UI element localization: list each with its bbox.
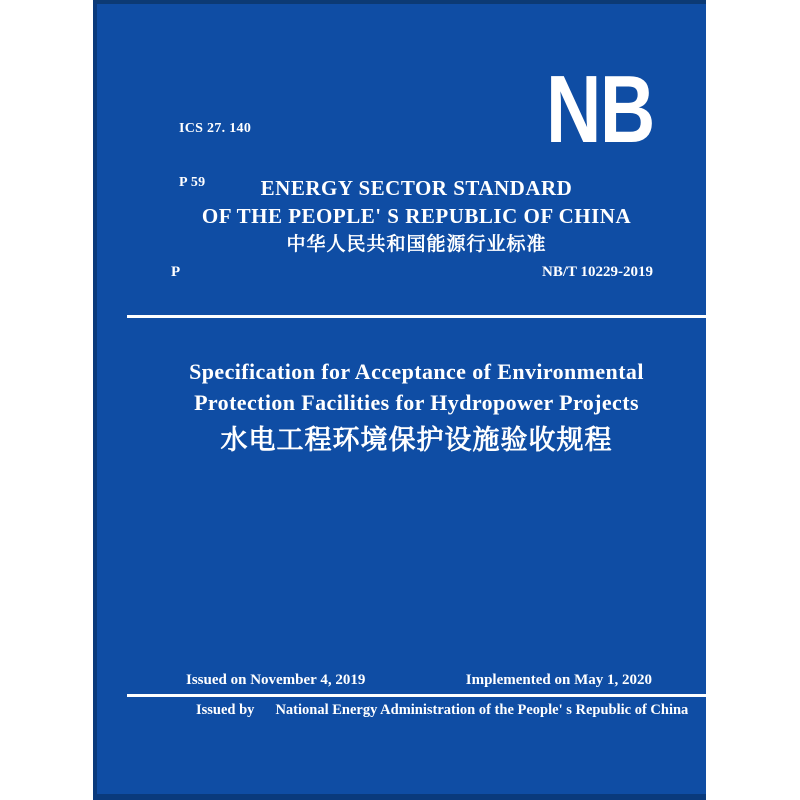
header-line-1: ENERGY SECTOR STANDARD (260, 176, 573, 200)
standard-cover (93, 0, 706, 800)
p-code: P 59 (179, 175, 206, 190)
divider-top (127, 315, 706, 318)
header-line-2: OF THE PEOPLE' S REPUBLIC OF CHINA (201, 204, 632, 228)
header-line-chinese: 中华人民共和国能源行业标准 (286, 234, 547, 255)
nb-logo: NB (546, 56, 654, 163)
ics-code: ICS 27. 140 (179, 121, 252, 136)
dates-row (127, 672, 706, 689)
implemented-date: Implemented on May 1, 2020 (465, 672, 652, 688)
title-english-line-2: Protection Facilities for Hydropower Projects (194, 390, 639, 415)
issuer-name: National Energy Administration of the People' s Republic of China (275, 702, 689, 718)
class-code: P (171, 264, 181, 280)
title-chinese: 水电工程环境保护设施验收规程 (220, 425, 613, 455)
standard-title (127, 356, 706, 457)
divider-bottom (127, 694, 706, 697)
issuer-row (127, 702, 706, 719)
standard-number: NB/T 10229-2019 (542, 264, 653, 280)
issued-date: Issued on November 4, 2019 (186, 672, 366, 688)
document-code-row (127, 264, 706, 281)
title-english-line-1: Specification for Acceptance of Environmental (189, 359, 644, 384)
standard-header (127, 174, 706, 257)
issuer-label: Issued by (196, 702, 255, 718)
